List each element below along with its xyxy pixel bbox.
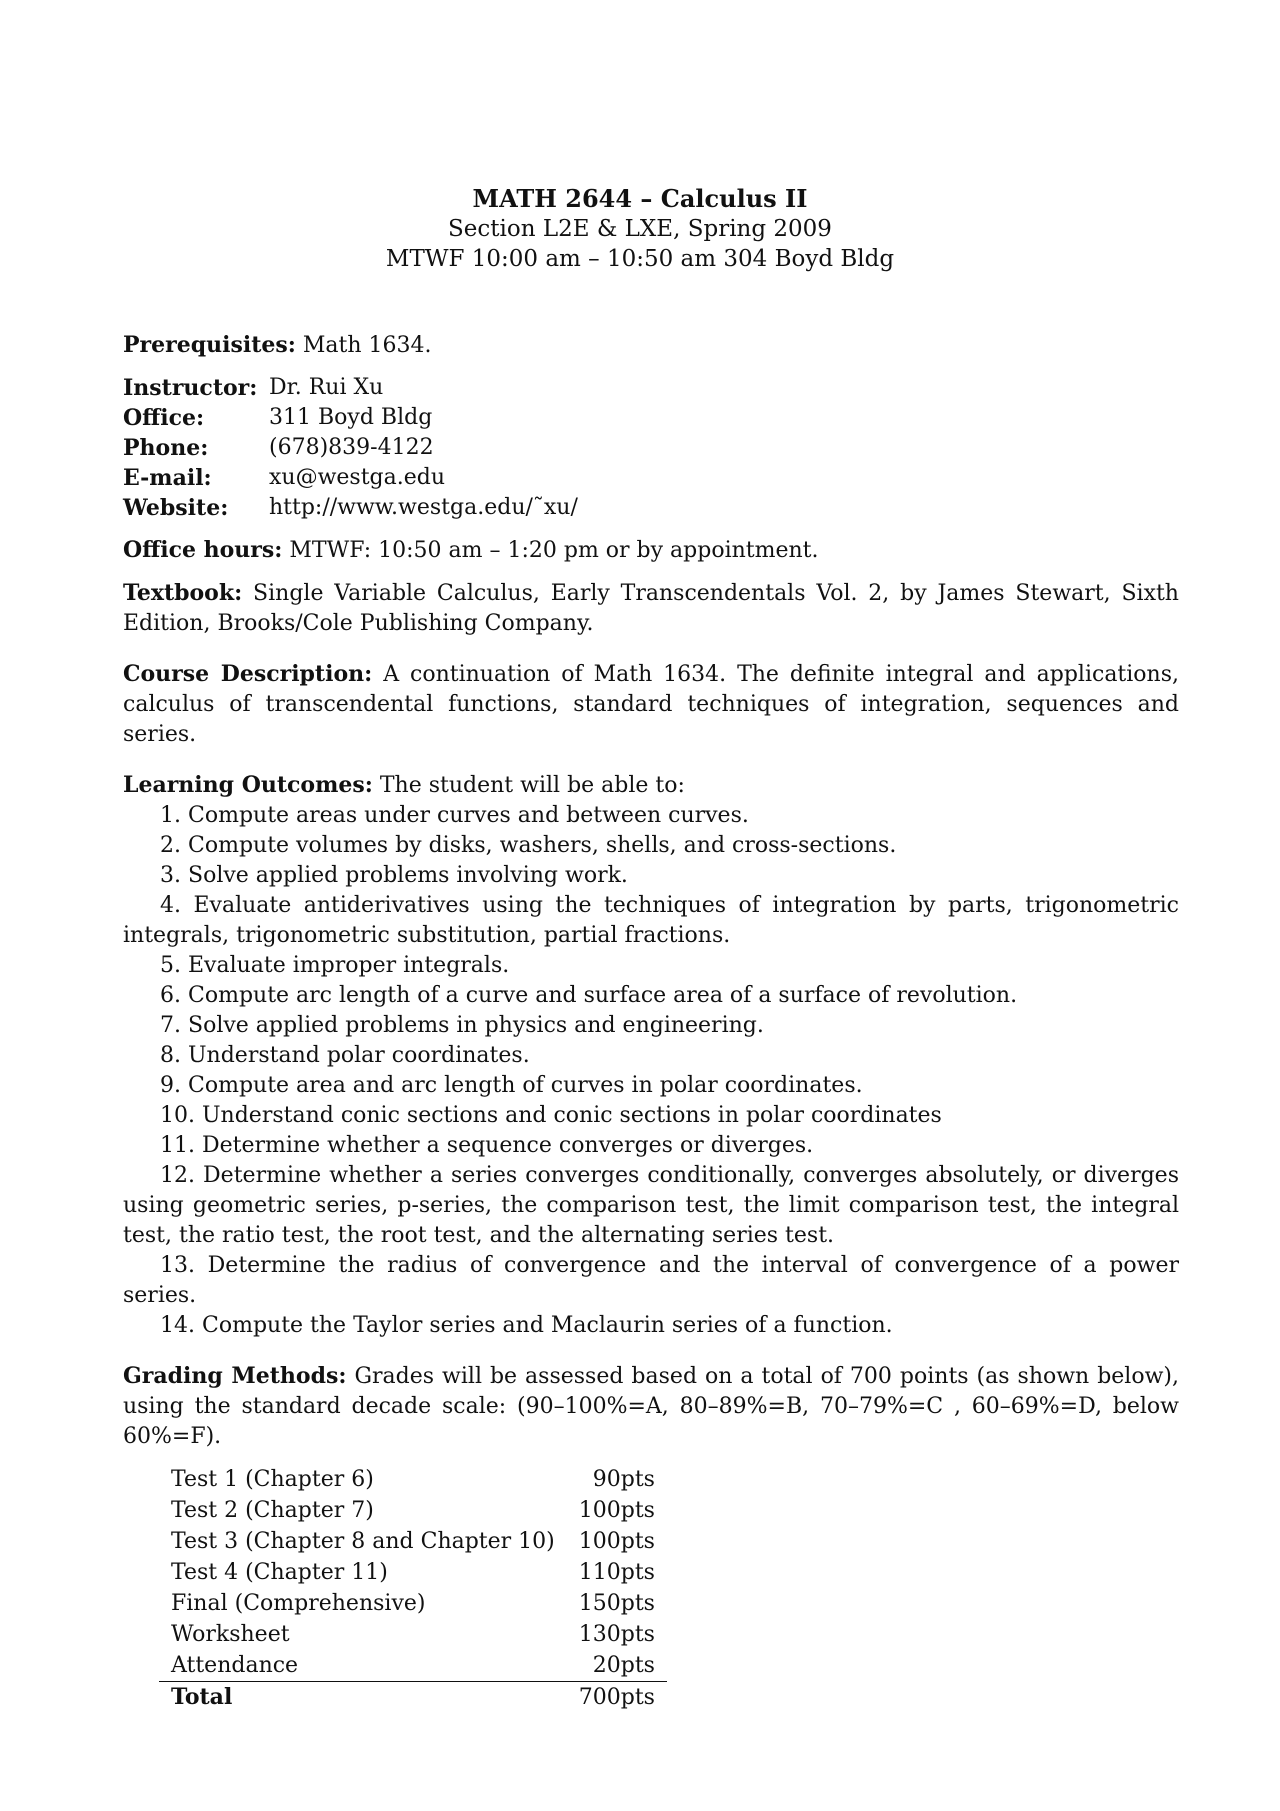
outcome-text: Solve applied problems involving work. [188,863,628,888]
outcome-number: 13. [160,1253,195,1278]
grading-row [159,1557,667,1588]
outcome-number: 1. [160,803,181,828]
grading-points: 110pts [578,1560,655,1585]
contact-value: (678)839-4122 [269,435,434,460]
contact-label: Office: [123,405,205,431]
contact-row-instructor [123,373,578,403]
grading-total-points: 700pts [567,1682,667,1714]
outcome-text: Evaluate improper integrals. [188,953,510,978]
outcome-number: 11. [160,1133,195,1158]
outcome-number: 6. [160,983,181,1008]
grading-item: Test 3 (Chapter 8 and Chapter 10) [171,1529,555,1554]
outcome-item [123,861,1179,891]
outcome-number: 5. [160,953,181,978]
course-section: Section L2E & LXE, Spring 2009 [448,216,832,242]
outcome-text: Evaluate antiderivatives using the techniques of integration by parts, trigonometric integrals, trigonometric substitution, partial fractions. [123,893,1179,948]
grading-methods [123,1361,1179,1452]
outcome-text: Determine the radius of convergence and the interval of convergence of a power series. [123,1253,1179,1308]
course-header [0,184,1280,274]
outcome-number: 4. [160,893,181,918]
contact-label: Instructor: [123,375,258,401]
outcome-number: 9. [160,1073,181,1098]
outcome-item [123,1311,1179,1341]
outcome-text: Compute area and arc length of curves in polar coordinates. [188,1073,863,1098]
grading-item: Test 2 (Chapter 7) [171,1498,374,1523]
grading-total-row [159,1682,667,1714]
textbook-label: Textbook: [123,580,243,606]
grading-points: 100pts [578,1529,655,1554]
outcome-item [123,1101,1179,1131]
outcome-item [123,981,1179,1011]
outcome-text: Determine whether a sequence converges or diverges. [202,1133,814,1158]
outcome-item [123,951,1179,981]
grading-methods-label: Grading Methods: [123,1363,347,1389]
textbook [123,578,1179,639]
learning-outcomes-label: Learning Outcomes: [123,772,373,798]
contact-table [123,373,578,523]
course-title: MATH 2644 – Calculus II [472,184,808,213]
learning-outcomes [123,770,1179,1341]
course-description-label: Course Description: [123,661,373,687]
grading-item: Attendance [171,1653,299,1678]
grading-row [159,1526,667,1557]
grading-item: Test 4 (Chapter 11) [171,1560,388,1585]
outcome-number: 8. [160,1043,181,1068]
outcome-number: 12. [160,1163,195,1188]
grading-total-label: Total [159,1682,567,1714]
grading-points: 20pts [592,1653,655,1678]
grading-row [159,1650,667,1682]
outcome-item [123,1011,1179,1041]
contact-row-email [123,463,578,493]
outcome-item [123,801,1179,831]
course-schedule: MTWF 10:00 am – 10:50 am 304 Boyd Bldg [385,246,895,272]
outcome-item [123,1071,1179,1101]
contact-value: http://www.westga.edu/˜xu/ [269,495,578,520]
learning-outcomes-heading [123,770,1179,801]
outcome-text: Compute volumes by disks, washers, shells, and cross-sections. [188,833,897,858]
outcome-text: Compute areas under curves and between curves. [188,803,749,828]
grading-row [159,1619,667,1650]
outcome-text: Solve applied problems in physics and engineering. [188,1013,764,1038]
outcome-number: 2. [160,833,181,858]
prerequisites-value: Math 1634. [302,333,432,358]
outcome-number: 14. [160,1313,195,1338]
outcome-text: Determine whether a series converges conditionally, converges absolutely, or diverges using geometric series, p-series, the comparison test, the limit comparison test, the integral test, the ratio test, the root test, and the alternating series test. [123,1163,1179,1248]
syllabus-body [123,330,1179,1713]
outcome-number: 7. [160,1013,181,1038]
contact-row-website [123,493,578,523]
learning-outcomes-intro: The student will be able to: [379,773,685,798]
grading-points: 130pts [578,1622,655,1647]
outcome-number: 3. [160,863,181,888]
outcome-text: Compute the Taylor series and Maclaurin series of a function. [202,1313,893,1338]
grading-points: 100pts [578,1498,655,1523]
outcome-item [123,891,1179,951]
contact-row-office [123,403,578,433]
contact-value: 311 Boyd Bldg [269,405,433,430]
outcome-text: Understand conic sections and conic sections in polar coordinates [202,1103,942,1128]
outcome-item [123,1251,1179,1311]
grading-item: Test 1 (Chapter 6) [171,1467,374,1492]
outcome-item [123,1041,1179,1071]
grading-methods-text: Grades will be assessed based on a total of 700 points (as shown below), using the standard decade scale: (90–100%=A, 80–89%=B, 70–79%=C , 60–69%=D, below 60%=F). [123,1364,1179,1449]
grading-points: 150pts [578,1591,655,1616]
grading-points: 90pts [592,1467,655,1492]
contact-label: Website: [123,495,229,521]
contact-row-phone [123,433,578,463]
grading-row [159,1588,667,1619]
grading-item: Worksheet [171,1622,290,1647]
office-hours [123,535,1179,566]
grading-item: Final (Comprehensive) [171,1591,426,1616]
outcome-item [123,1161,1179,1251]
course-description-value: A continuation of Math 1634. The definite integral and applications, calculus of transcendental functions, standard techniques of integration, sequences and series. [123,662,1180,747]
course-description [123,659,1179,750]
grading-row [159,1464,667,1495]
outcome-number: 10. [160,1103,195,1128]
outcome-text: Understand polar coordinates. [188,1043,530,1068]
office-hours-value: MTWF: 10:50 am – 1:20 pm or by appointment. [289,538,819,563]
outcome-item [123,831,1179,861]
outcome-text: Compute arc length of a curve and surface area of a surface of revolution. [188,983,1018,1008]
grading-row [159,1495,667,1526]
prerequisites-label: Prerequisites: [123,332,296,358]
prerequisites [123,330,1179,361]
contact-label: Phone: [123,435,209,461]
contact-label: E-mail: [123,465,212,491]
outcome-item [123,1131,1179,1161]
grading-table [159,1464,667,1713]
contact-value: xu@westga.edu [269,465,446,490]
office-hours-label: Office hours: [123,537,283,563]
contact-value: Dr. Rui Xu [269,375,384,400]
textbook-value: Single Variable Calculus, Early Transcendentals Vol. 2, by James Stewart, Sixth Edition, Brooks/Cole Publishing Company. [123,581,1179,636]
